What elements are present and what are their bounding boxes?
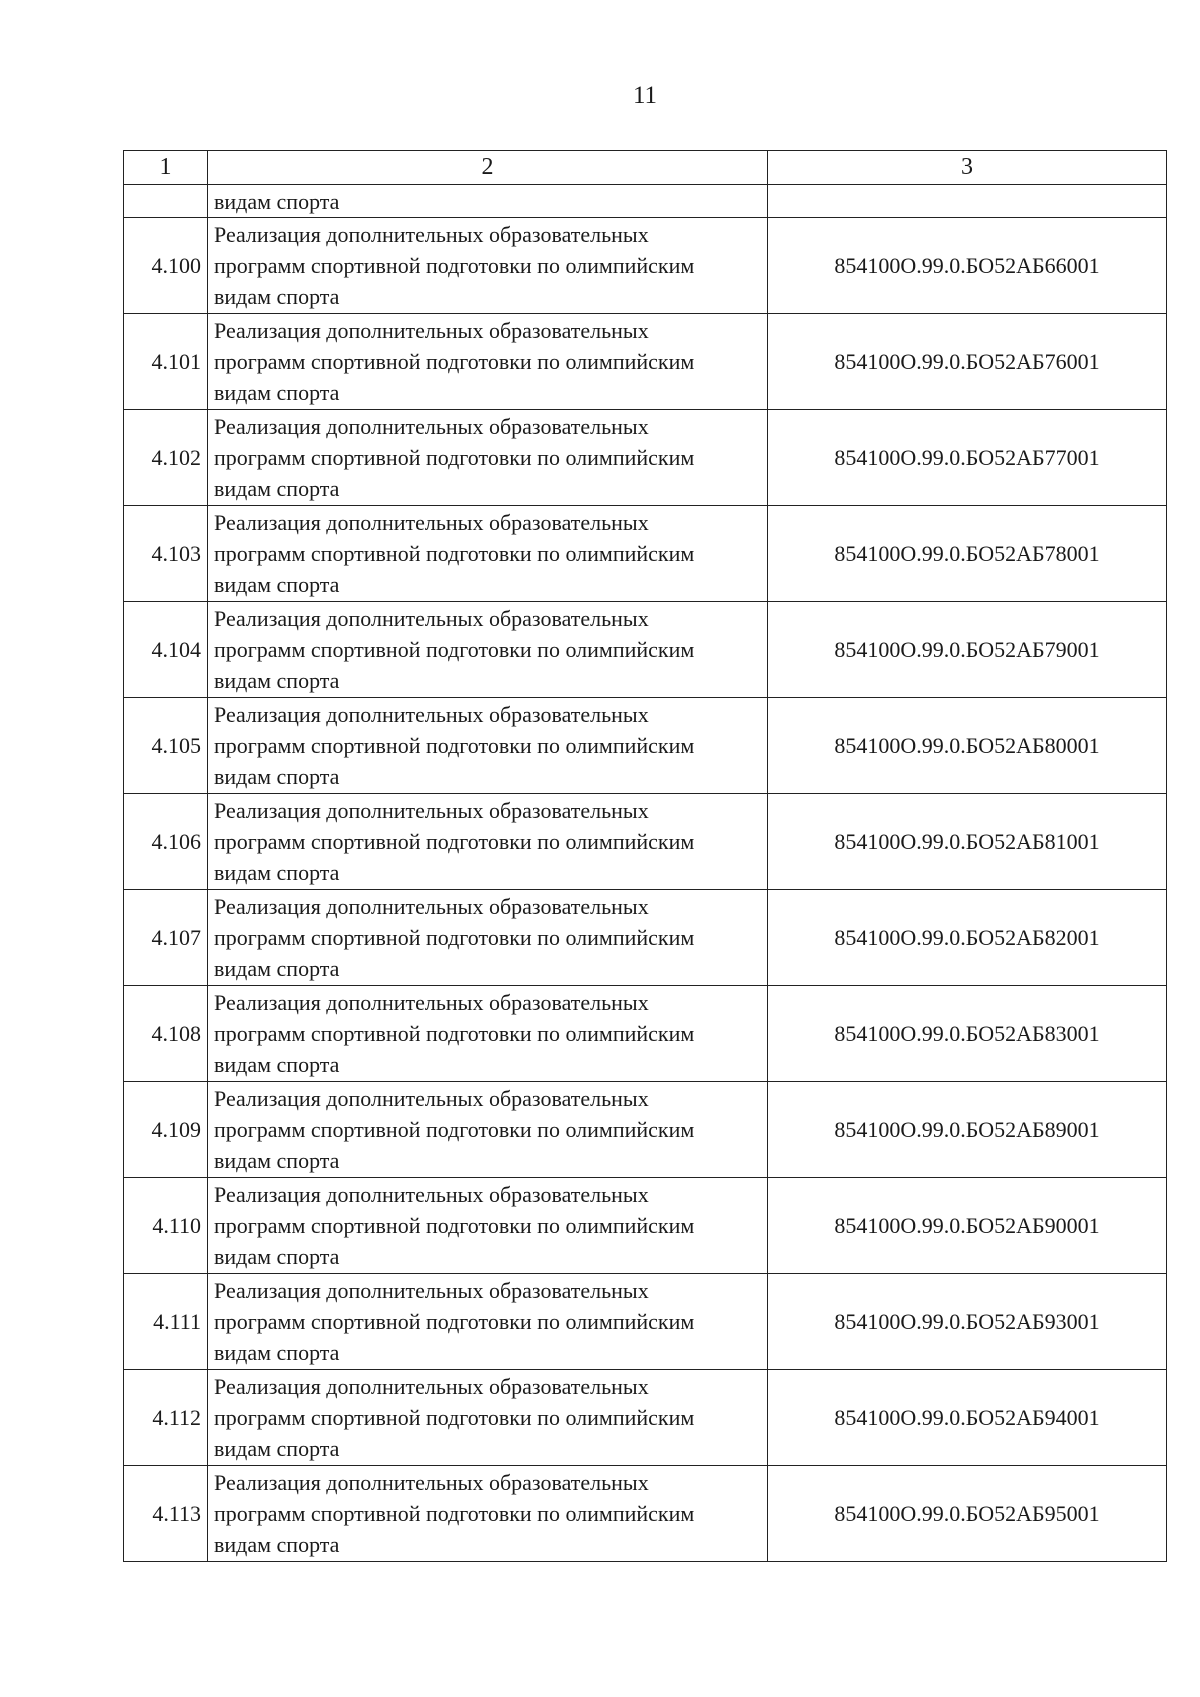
description-line: Реализация дополнительных образовательных — [214, 510, 649, 535]
description-line: Реализация дополнительных образовательных — [214, 1470, 649, 1495]
row-number: 4.108 — [124, 986, 208, 1082]
row-code: 854100О.99.0.БО52АБ83001 — [768, 986, 1167, 1082]
row-number: 4.102 — [124, 410, 208, 506]
table-row — [124, 410, 1167, 506]
description-line: программ спортивной подготовки по олимпийским — [214, 1213, 695, 1238]
table-row — [124, 1178, 1167, 1274]
row-description — [208, 1466, 768, 1562]
row-description — [208, 185, 768, 218]
description-line: видам спорта — [214, 860, 340, 885]
table-row — [124, 1466, 1167, 1562]
description-line: программ спортивной подготовки по олимпийским — [214, 637, 695, 662]
description-line: программ спортивной подготовки по олимпийским — [214, 925, 695, 950]
row-number: 4.111 — [124, 1274, 208, 1370]
row-number: 4.100 — [124, 218, 208, 314]
row-description — [208, 986, 768, 1082]
row-code: 854100О.99.0.БО52АБ93001 — [768, 1274, 1167, 1370]
row-description — [208, 314, 768, 410]
row-code: 854100О.99.0.БО52АБ77001 — [768, 410, 1167, 506]
description-line: видам спорта — [214, 572, 340, 597]
description-line: видам спорта — [214, 476, 340, 501]
description-line: видам спорта — [214, 1244, 340, 1269]
row-number: 4.110 — [124, 1178, 208, 1274]
row-number: 4.109 — [124, 1082, 208, 1178]
table-row — [124, 698, 1167, 794]
row-code: 854100О.99.0.БО52АБ90001 — [768, 1178, 1167, 1274]
header-cell-3: 3 — [768, 151, 1167, 185]
row-code: 854100О.99.0.БО52АБ94001 — [768, 1370, 1167, 1466]
description-line: Реализация дополнительных образовательных — [214, 798, 649, 823]
description-line: программ спортивной подготовки по олимпийским — [214, 253, 695, 278]
header-cell-2: 2 — [208, 151, 768, 185]
row-description — [208, 218, 768, 314]
row-number: 4.105 — [124, 698, 208, 794]
description-line: программ спортивной подготовки по олимпийским — [214, 1021, 695, 1046]
table-row — [124, 1370, 1167, 1466]
row-code — [768, 185, 1167, 218]
row-code: 854100О.99.0.БО52АБ76001 — [768, 314, 1167, 410]
row-description — [208, 410, 768, 506]
row-number: 4.103 — [124, 506, 208, 602]
row-description — [208, 1082, 768, 1178]
description-line: программ спортивной подготовки по олимпийским — [214, 829, 695, 854]
table-row — [124, 1274, 1167, 1370]
description-line: программ спортивной подготовки по олимпийским — [214, 1501, 695, 1526]
description-line: видам спорта — [214, 1340, 340, 1365]
description-line: Реализация дополнительных образовательных — [214, 1374, 649, 1399]
description-line: Реализация дополнительных образовательных — [214, 990, 649, 1015]
description-line: Реализация дополнительных образовательных — [214, 414, 649, 439]
row-number: 4.107 — [124, 890, 208, 986]
description-line: видам спорта — [214, 1436, 340, 1461]
row-description — [208, 1274, 768, 1370]
table-row — [124, 986, 1167, 1082]
continuation-row — [124, 185, 1167, 218]
row-code: 854100О.99.0.БО52АБ66001 — [768, 218, 1167, 314]
row-description — [208, 1370, 768, 1466]
row-code: 854100О.99.0.БО52АБ81001 — [768, 794, 1167, 890]
table-row — [124, 218, 1167, 314]
row-description — [208, 794, 768, 890]
description-line: Реализация дополнительных образовательных — [214, 1278, 649, 1303]
row-number: 4.106 — [124, 794, 208, 890]
row-code: 854100О.99.0.БО52АБ82001 — [768, 890, 1167, 986]
description-line: видам спорта — [214, 956, 340, 981]
description-line: видам спорта — [214, 1532, 340, 1557]
description-line: программ спортивной подготовки по олимпийским — [214, 1405, 695, 1430]
row-description — [208, 506, 768, 602]
description-line: видам спорта — [214, 1052, 340, 1077]
description-line: видам спорта — [214, 1148, 340, 1173]
description-line: видам спорта — [214, 284, 340, 309]
table-row — [124, 602, 1167, 698]
description-line: программ спортивной подготовки по олимпийским — [214, 541, 695, 566]
header-row — [124, 151, 1167, 185]
row-number: 4.101 — [124, 314, 208, 410]
table-row — [124, 314, 1167, 410]
description-line: видам спорта — [214, 188, 340, 214]
row-code: 854100О.99.0.БО52АБ95001 — [768, 1466, 1167, 1562]
description-line: программ спортивной подготовки по олимпийским — [214, 349, 695, 374]
description-line: Реализация дополнительных образовательных — [214, 1182, 649, 1207]
table-body — [124, 185, 1167, 1562]
table-row — [124, 506, 1167, 602]
page-number: 11 — [632, 82, 658, 109]
description-line: Реализация дополнительных образовательных — [214, 222, 649, 247]
row-code: 854100О.99.0.БО52АБ79001 — [768, 602, 1167, 698]
description-line: Реализация дополнительных образовательных — [214, 318, 649, 343]
description-line: программ спортивной подготовки по олимпийским — [214, 1309, 695, 1334]
description-line: программ спортивной подготовки по олимпийским — [214, 445, 695, 470]
row-number — [124, 185, 208, 218]
row-code: 854100О.99.0.БО52АБ80001 — [768, 698, 1167, 794]
description-line: программ спортивной подготовки по олимпийским — [214, 733, 695, 758]
row-code: 854100О.99.0.БО52АБ89001 — [768, 1082, 1167, 1178]
description-line: Реализация дополнительных образовательных — [214, 894, 649, 919]
row-number: 4.113 — [124, 1466, 208, 1562]
row-description — [208, 602, 768, 698]
row-description — [208, 1178, 768, 1274]
table-row — [124, 1082, 1167, 1178]
services-table — [123, 150, 1167, 1562]
table-row — [124, 794, 1167, 890]
header-cell-1: 1 — [124, 151, 208, 185]
row-code: 854100О.99.0.БО52АБ78001 — [768, 506, 1167, 602]
description-line: видам спорта — [214, 764, 340, 789]
row-number: 4.112 — [124, 1370, 208, 1466]
description-line: видам спорта — [214, 380, 340, 405]
table-row — [124, 890, 1167, 986]
row-description — [208, 698, 768, 794]
description-line: видам спорта — [214, 668, 340, 693]
description-line: Реализация дополнительных образовательных — [214, 1086, 649, 1111]
description-line: программ спортивной подготовки по олимпийским — [214, 1117, 695, 1142]
description-line: Реализация дополнительных образовательных — [214, 606, 649, 631]
row-number: 4.104 — [124, 602, 208, 698]
description-line: Реализация дополнительных образовательных — [214, 702, 649, 727]
row-description — [208, 890, 768, 986]
